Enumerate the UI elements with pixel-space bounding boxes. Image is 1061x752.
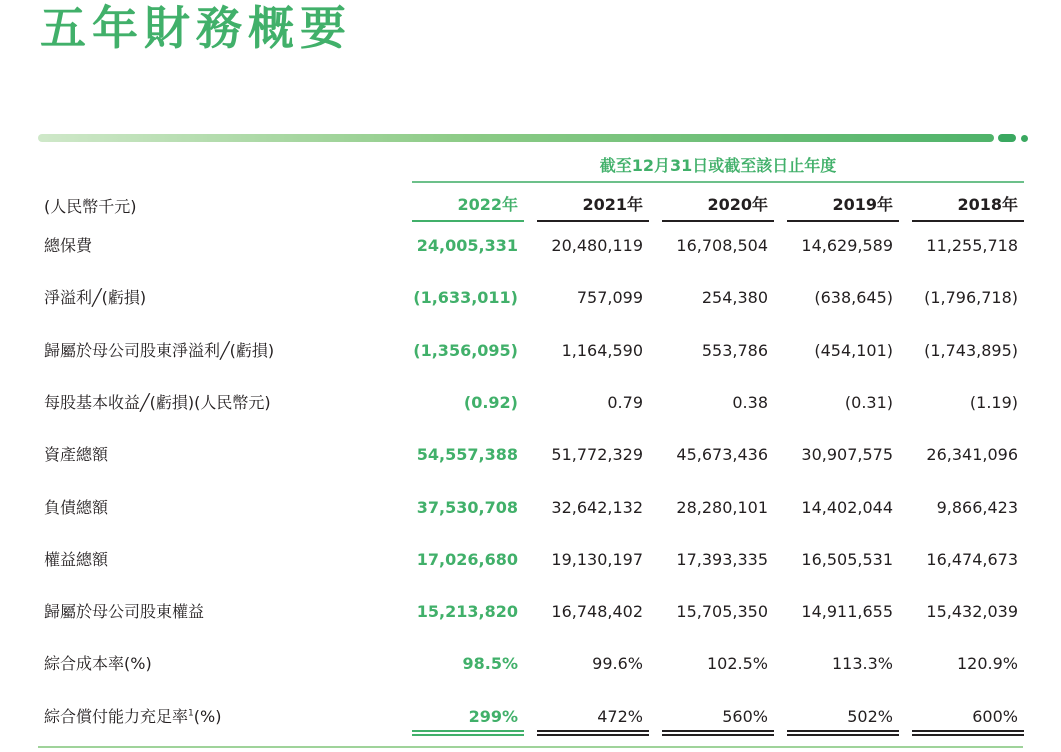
row-label: 歸屬於母公司股東淨溢利╱(虧損): [44, 340, 275, 360]
table-cell: 11,255,718: [926, 236, 1018, 255]
row-label: 資產總額: [44, 445, 109, 465]
table-cell: 15,705,350: [676, 602, 768, 622]
year-header-2020: 2020年: [662, 190, 774, 222]
table-cell: 0.79: [607, 392, 643, 412]
table-cell: 16,474,673: [926, 549, 1018, 569]
table-cell: 560%: [722, 706, 768, 726]
table-cell: 14,629,589: [801, 236, 893, 255]
table-cell: 15,213,820: [416, 602, 518, 622]
table-cell: 553,786: [701, 340, 768, 360]
table-cell: 54,557,388: [416, 445, 518, 465]
table-cell: 28,280,101: [676, 497, 768, 517]
year-header-2019: 2019年: [787, 190, 899, 222]
table-row: [0, 545, 1061, 575]
table-cell: 502%: [847, 706, 893, 726]
row-label: 每股基本收益╱(虧損)(人民幣元): [44, 392, 271, 412]
footnote-marker: 1: [188, 708, 194, 719]
table-cell: 600%: [972, 706, 1018, 726]
table-cell: 17,393,335: [676, 549, 768, 569]
table-row: [0, 702, 1061, 732]
table-cell: 299%: [468, 706, 518, 726]
total-underline: [662, 730, 774, 736]
table-cell: 17,026,680: [416, 549, 518, 569]
table-row: [0, 231, 1061, 261]
table-cell: 0.38: [732, 392, 768, 412]
table-row: [0, 388, 1061, 418]
table-cell: 24,005,331: [416, 236, 518, 255]
row-label: 綜合償付能力充足率$^1$(%): [44, 706, 222, 726]
table-cell: (454,101): [814, 340, 893, 360]
table-cell: 472%: [597, 706, 643, 726]
bar-dash: [998, 134, 1016, 142]
table-cell: (1,356,095): [413, 340, 518, 360]
page-title: 五年財務概要: [40, 1, 352, 55]
year-header-2022: 2022年: [412, 190, 524, 222]
table-cell: 14,911,655: [801, 602, 893, 622]
table-cell: 15,432,039: [926, 602, 1018, 622]
row-label: 綜合成本率(%): [44, 654, 152, 674]
table-cell: (1,633,011): [413, 288, 518, 308]
table-cell: (0.31): [844, 392, 893, 412]
table-cell: 16,505,531: [801, 549, 893, 569]
table-cell: 51,772,329: [551, 445, 643, 465]
total-underline: [537, 730, 649, 736]
table-cell: 1,164,590: [561, 340, 643, 360]
table-cell: 16,708,504: [676, 236, 768, 255]
table-cell: 30,907,575: [801, 445, 893, 465]
unit-label: (人民幣千元): [44, 197, 137, 216]
table-cell: 254,380: [701, 288, 768, 308]
table-cell: 45,673,436: [676, 445, 768, 465]
row-label: 淨溢利╱(虧損): [44, 288, 147, 308]
table-row: [0, 493, 1061, 523]
table-cell: 32,642,132: [551, 497, 643, 517]
gradient-bar: [38, 134, 994, 142]
table-cell: 98.5%: [462, 654, 518, 674]
table-row: [0, 336, 1061, 366]
table-cell: 16,748,402: [551, 602, 643, 622]
table-row: [0, 283, 1061, 313]
row-label: 負債總額: [44, 497, 109, 517]
table-row: [0, 440, 1061, 470]
table-cell: 120.9%: [956, 654, 1018, 674]
table-cell: 757,099: [576, 288, 643, 308]
table-cell: 14,402,044: [801, 497, 893, 517]
table-cell: (0.92): [463, 392, 518, 412]
table-row: [0, 597, 1061, 627]
bottom-divider: [38, 746, 1023, 748]
row-label: 總保費: [44, 236, 93, 255]
table-cell: 113.3%: [831, 654, 893, 674]
table-cell: (1,743,895): [924, 340, 1018, 360]
year-header-2021: 2021年: [537, 190, 649, 222]
table-cell: (1,796,718): [924, 288, 1018, 308]
total-underline: [912, 730, 1024, 736]
table-cell: (638,645): [814, 288, 893, 308]
table-cell: 9,866,423: [936, 497, 1018, 517]
row-label: 歸屬於母公司股東權益: [44, 602, 205, 622]
total-underline: [787, 730, 899, 736]
year-header-2018: 2018年: [912, 190, 1024, 222]
table-cell: (1.19): [969, 392, 1018, 412]
total-underline: [412, 730, 524, 736]
table-cell: 102.5%: [706, 654, 768, 674]
table-cell: 99.6%: [592, 654, 643, 674]
table-cell: 37,530,708: [416, 497, 518, 517]
table-row: [0, 649, 1061, 679]
table-cell: 19,130,197: [551, 549, 643, 569]
table-cell: 26,341,096: [926, 445, 1018, 465]
table-cell: 20,480,119: [551, 236, 643, 255]
period-header: 截至12月31日或截至該日止年度: [412, 150, 1024, 183]
row-label: 權益總額: [44, 549, 109, 569]
decorative-header-bar: [38, 134, 1033, 144]
bar-dot: [1021, 135, 1028, 142]
